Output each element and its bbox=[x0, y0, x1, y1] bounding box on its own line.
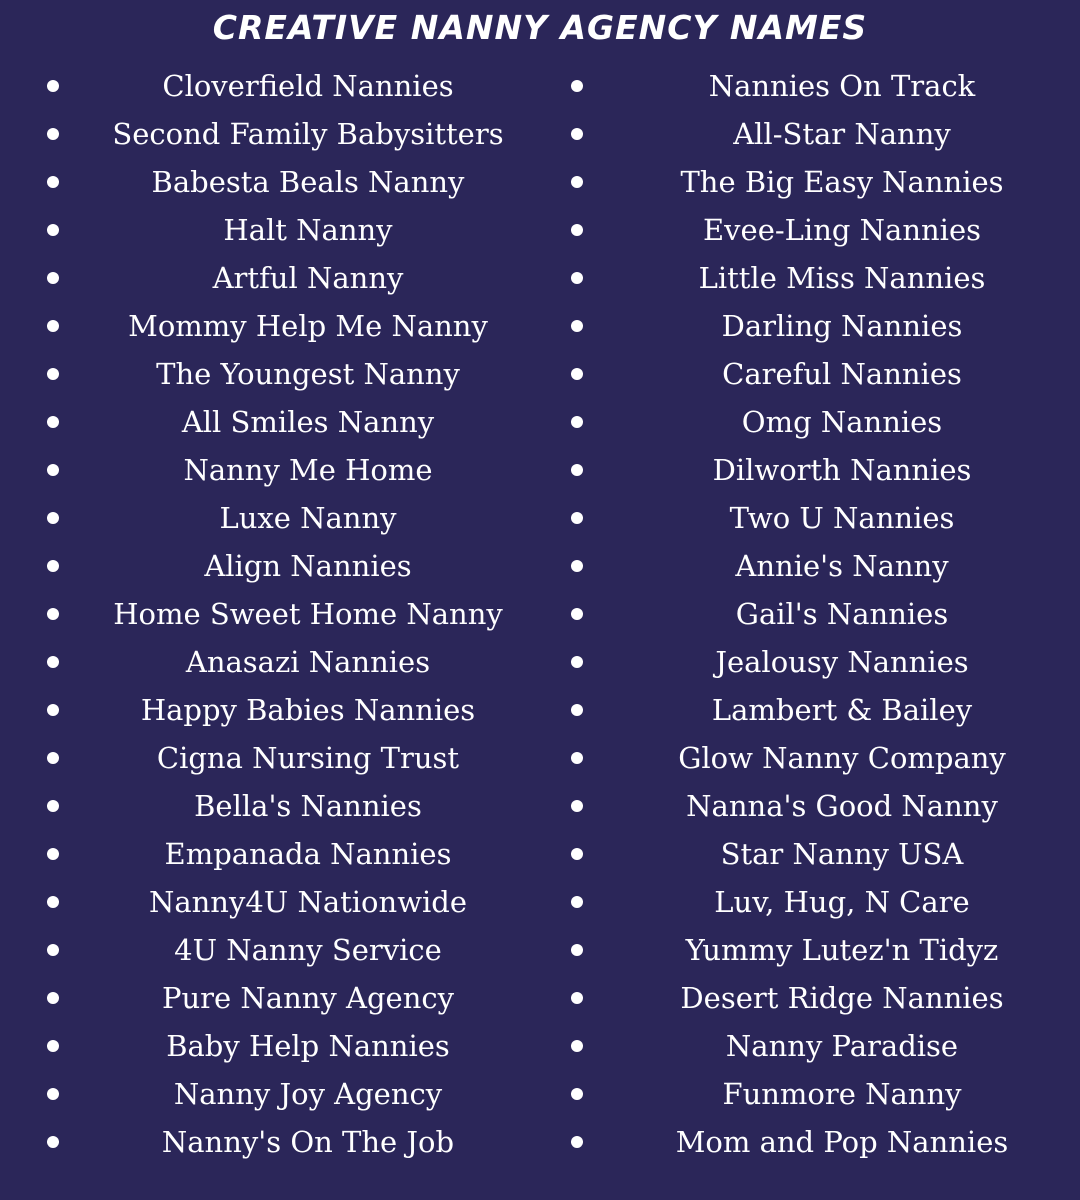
list-item bbox=[560, 206, 1080, 254]
list-item bbox=[560, 158, 1080, 206]
bullet-icon bbox=[571, 464, 583, 476]
agency-name: Second Family Babysitters bbox=[112, 117, 504, 151]
agency-name: The Youngest Nanny bbox=[156, 357, 460, 391]
bullet-icon bbox=[47, 944, 59, 956]
agency-name: Nanny Paradise bbox=[725, 1029, 959, 1063]
list-item bbox=[0, 350, 560, 398]
bullet-icon bbox=[47, 464, 59, 476]
bullet-icon bbox=[571, 896, 583, 908]
bullet-icon bbox=[571, 320, 583, 332]
agency-name: The Big Easy Nannies bbox=[680, 165, 1004, 199]
bullet-icon bbox=[47, 368, 59, 380]
list-item bbox=[0, 878, 560, 926]
bullet-icon bbox=[571, 512, 583, 524]
bullet-icon bbox=[571, 944, 583, 956]
list-item bbox=[560, 638, 1080, 686]
bullet-icon bbox=[571, 656, 583, 668]
bullet-icon bbox=[47, 1040, 59, 1052]
agency-name: Align Nannies bbox=[204, 549, 412, 583]
bullet-icon bbox=[571, 560, 583, 572]
bullet-icon bbox=[47, 176, 59, 188]
bullet-icon bbox=[47, 1136, 59, 1148]
bullet-icon bbox=[47, 608, 59, 620]
list-item bbox=[560, 110, 1080, 158]
bullet-icon bbox=[47, 512, 59, 524]
bullet-icon bbox=[47, 80, 59, 92]
agency-name: All-Star Nanny bbox=[733, 117, 951, 151]
agency-name: Bella's Nannies bbox=[194, 789, 422, 823]
agency-name: Nanny's On The Job bbox=[161, 1125, 455, 1159]
agency-name: Empanada Nannies bbox=[164, 837, 452, 871]
list-item bbox=[560, 734, 1080, 782]
list-item bbox=[560, 1070, 1080, 1118]
bullet-icon bbox=[47, 320, 59, 332]
agency-name: Cigna Nursing Trust bbox=[156, 741, 460, 775]
list-item bbox=[560, 686, 1080, 734]
bullet-icon bbox=[571, 608, 583, 620]
list-item bbox=[0, 446, 560, 494]
list-item bbox=[560, 974, 1080, 1022]
list-item bbox=[560, 878, 1080, 926]
bullet-icon bbox=[571, 848, 583, 860]
agency-name: Luv, Hug, N Care bbox=[714, 885, 970, 919]
list-item bbox=[560, 350, 1080, 398]
agency-name: Yummy Lutez'n Tidyz bbox=[685, 933, 999, 967]
list-item bbox=[0, 926, 560, 974]
bullet-icon bbox=[47, 704, 59, 716]
bullet-icon bbox=[47, 800, 59, 812]
list-item bbox=[560, 494, 1080, 542]
agency-name: Darling Nannies bbox=[721, 309, 963, 343]
agency-name: Nannies On Track bbox=[708, 69, 976, 103]
agency-name: Mom and Pop Nannies bbox=[675, 1125, 1009, 1159]
list-item bbox=[0, 398, 560, 446]
bullet-icon bbox=[47, 560, 59, 572]
agency-name: Star Nanny USA bbox=[720, 837, 964, 871]
bullet-icon bbox=[571, 800, 583, 812]
bullet-icon bbox=[571, 416, 583, 428]
agency-name: Cloverfield Nannies bbox=[162, 69, 454, 103]
bullet-icon bbox=[47, 128, 59, 140]
agency-name: Nanny Me Home bbox=[183, 453, 433, 487]
agency-name: Annie's Nanny bbox=[735, 549, 949, 583]
bullet-icon bbox=[47, 1088, 59, 1100]
list-item bbox=[0, 590, 560, 638]
bullet-icon bbox=[47, 656, 59, 668]
bullet-icon bbox=[571, 368, 583, 380]
bullet-icon bbox=[47, 272, 59, 284]
agency-name: 4U Nanny Service bbox=[174, 933, 442, 967]
list-item bbox=[0, 638, 560, 686]
list-item bbox=[560, 542, 1080, 590]
agency-name: Funmore Nanny bbox=[722, 1077, 962, 1111]
agency-name: Babesta Beals Nanny bbox=[151, 165, 465, 199]
list-item bbox=[560, 302, 1080, 350]
bullet-icon bbox=[571, 272, 583, 284]
agency-name: Pure Nanny Agency bbox=[161, 981, 455, 1015]
agency-name: Mommy Help Me Nanny bbox=[128, 309, 488, 343]
page-title: CREATIVE NANNY AGENCY NAMES bbox=[212, 8, 868, 47]
list-item bbox=[0, 302, 560, 350]
list-item bbox=[0, 830, 560, 878]
list-item bbox=[0, 974, 560, 1022]
bullet-icon bbox=[47, 992, 59, 1004]
list-item bbox=[560, 62, 1080, 110]
bullet-icon bbox=[571, 1136, 583, 1148]
list-item bbox=[0, 254, 560, 302]
bullet-icon bbox=[571, 1088, 583, 1100]
list-item bbox=[0, 1070, 560, 1118]
agency-name: Jealousy Nannies bbox=[715, 645, 969, 679]
agency-name: Nanny Joy Agency bbox=[173, 1077, 443, 1111]
list-item bbox=[0, 542, 560, 590]
list-item bbox=[0, 782, 560, 830]
agency-name: Halt Nanny bbox=[223, 213, 393, 247]
list-item bbox=[0, 206, 560, 254]
agency-name: Luxe Nanny bbox=[219, 501, 397, 535]
agency-name: Artful Nanny bbox=[212, 261, 404, 295]
agency-name: Home Sweet Home Nanny bbox=[113, 597, 503, 631]
bullet-icon bbox=[571, 752, 583, 764]
list-item bbox=[0, 734, 560, 782]
agency-name: Baby Help Nannies bbox=[166, 1029, 450, 1063]
agency-name: Nanny4U Nationwide bbox=[148, 885, 468, 919]
bullet-icon bbox=[47, 752, 59, 764]
list-item bbox=[560, 590, 1080, 638]
list-item bbox=[0, 1022, 560, 1070]
list-item bbox=[560, 926, 1080, 974]
list-item bbox=[560, 398, 1080, 446]
agency-name: Careful Nannies bbox=[722, 357, 962, 391]
agency-name: Happy Babies Nannies bbox=[140, 693, 476, 727]
agency-name: Little Miss Nannies bbox=[698, 261, 986, 295]
list-item bbox=[0, 686, 560, 734]
list-item bbox=[560, 1118, 1080, 1166]
agency-name: Lambert & Bailey bbox=[711, 693, 973, 727]
list-item bbox=[0, 62, 560, 110]
bullet-icon bbox=[571, 128, 583, 140]
agency-name: Nanna's Good Nanny bbox=[686, 789, 998, 823]
list-item bbox=[0, 494, 560, 542]
bullet-icon bbox=[571, 1040, 583, 1052]
bullet-icon bbox=[47, 224, 59, 236]
list-item bbox=[560, 446, 1080, 494]
agency-name: Omg Nannies bbox=[741, 405, 943, 439]
bullet-icon bbox=[47, 848, 59, 860]
agency-name: Evee-Ling Nannies bbox=[702, 213, 981, 247]
list-item bbox=[560, 254, 1080, 302]
bullet-icon bbox=[571, 224, 583, 236]
bullet-icon bbox=[571, 80, 583, 92]
list-item bbox=[560, 830, 1080, 878]
list-item bbox=[0, 158, 560, 206]
agency-name: Desert Ridge Nannies bbox=[680, 981, 1004, 1015]
bullet-icon bbox=[571, 176, 583, 188]
list-item bbox=[560, 782, 1080, 830]
agency-name: Glow Nanny Company bbox=[678, 741, 1006, 775]
bullet-icon bbox=[571, 992, 583, 1004]
list-item bbox=[0, 1118, 560, 1166]
bullet-icon bbox=[47, 416, 59, 428]
agency-name: Gail's Nannies bbox=[735, 597, 949, 631]
bullet-icon bbox=[571, 704, 583, 716]
right-name-list bbox=[560, 62, 1080, 1166]
bullet-icon bbox=[47, 896, 59, 908]
left-name-list bbox=[0, 62, 560, 1166]
agency-name: Two U Nannies bbox=[729, 501, 955, 535]
list-item bbox=[0, 110, 560, 158]
agency-name: Dilworth Nannies bbox=[712, 453, 972, 487]
list-item bbox=[560, 1022, 1080, 1070]
agency-name: Anasazi Nannies bbox=[185, 645, 431, 679]
agency-name: All Smiles Nanny bbox=[181, 405, 435, 439]
